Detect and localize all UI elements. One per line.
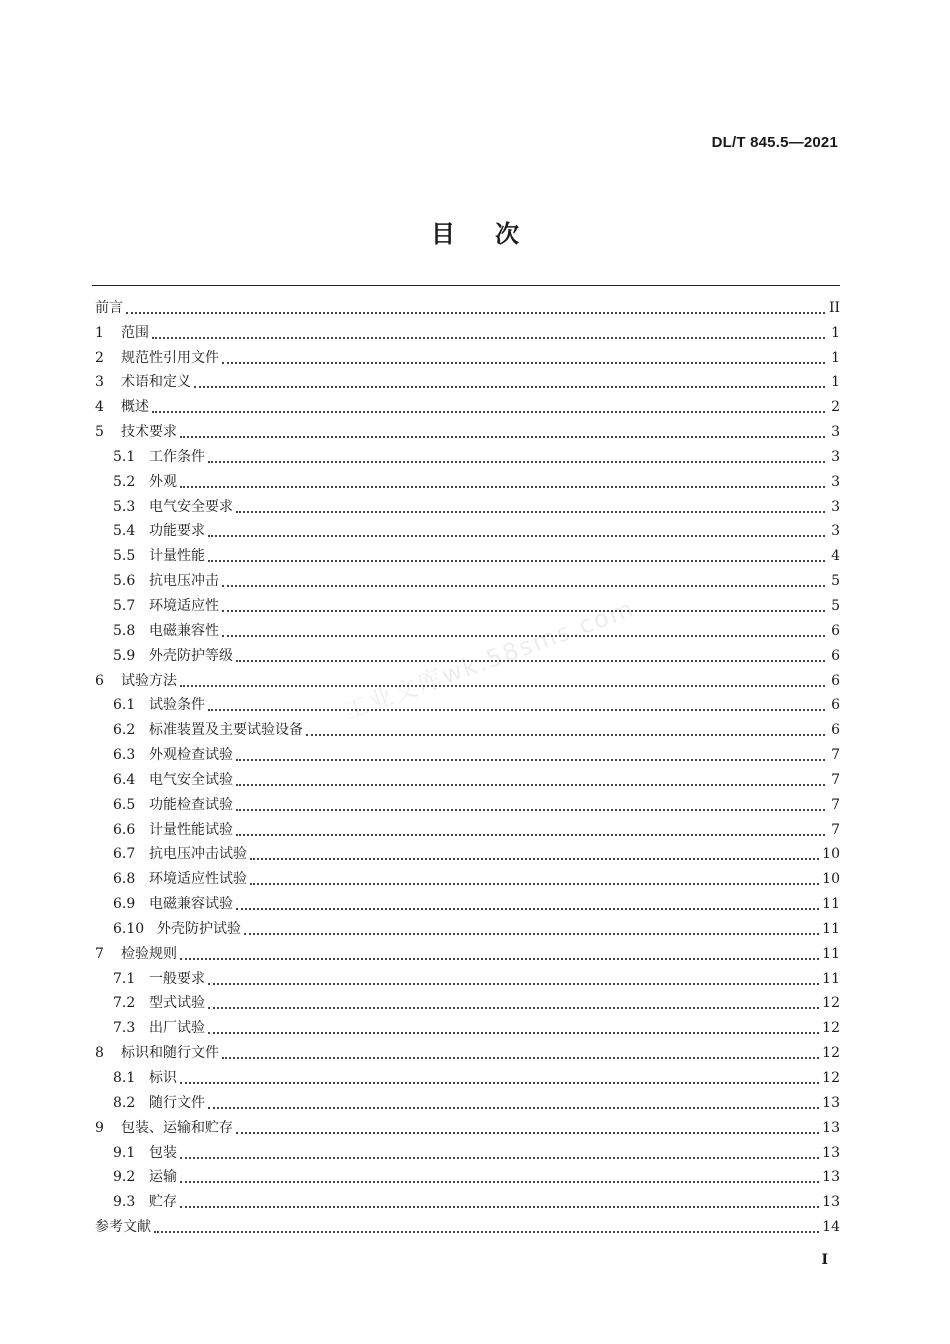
toc-entry-label: 包装 [149,1144,177,1161]
toc-entry-page: 13 [822,1119,840,1136]
toc-entry-label: 技术要求 [121,424,177,441]
toc-dot-leader [250,858,819,860]
toc-entry-number: 6.4 [113,771,136,788]
toc-entry[interactable] [95,1037,840,1062]
toc-entry-number: 6.3 [113,747,136,764]
toc-dot-leader [222,585,825,587]
toc-dot-leader [180,1082,819,1084]
toc-entry-label: 检验规则 [121,945,177,962]
toc-dot-leader [250,883,819,885]
toc-entry-label: 电磁兼容性 [149,622,219,639]
toc-entry-page: 7 [831,796,840,813]
toc-entry[interactable] [95,913,840,938]
toc-dot-leader [194,386,825,388]
toc-dot-leader [208,1107,819,1109]
toc-entry-page: 6 [831,647,840,664]
toc-entry[interactable] [95,1186,840,1211]
toc-entry-label: 工作条件 [149,448,205,465]
toc-dot-leader [236,784,825,786]
toc-entry-label: 电气安全要求 [149,498,233,515]
toc-entry-label: 标准装置及主要试验设备 [149,722,303,739]
toc-entry-number: 5.7 [113,597,136,614]
toc-entry[interactable] [95,367,840,392]
toc-entry-number: 6 [95,672,104,689]
toc-dot-leader [306,734,825,736]
watermark: 工业文库wk.58sms.com [340,594,639,726]
toc-entry[interactable] [95,342,840,367]
toc-entry-page: 12 [822,1070,840,1086]
toc-entry[interactable] [95,615,840,640]
toc-entry-label: 环境适应性 [149,597,219,614]
toc-entry[interactable] [95,764,840,789]
standard-code: DL/T 845.5—2021 [711,134,838,151]
toc-entry-page: 3 [831,448,840,465]
toc-entry[interactable] [95,1137,840,1162]
toc-dot-leader [236,908,819,910]
toc-entry-label: 抗电压冲击试验 [149,846,247,863]
toc-dot-leader [236,809,825,811]
toc-entry-number: 7.3 [113,1020,136,1037]
toc-entry[interactable] [95,1062,840,1087]
toc-entry[interactable] [95,988,840,1013]
toc-dot-leader [208,535,825,537]
page-title: 目次 [431,219,559,248]
toc-entry-label: 贮存 [149,1194,177,1211]
toc-entry-number: 5.6 [113,573,136,590]
toc-entry-number: 9.3 [113,1194,136,1211]
toc-entry-page: 13 [822,1169,840,1186]
toc-entry-label: 功能检查试验 [149,796,233,813]
toc-entry-label: 外壳防护等级 [149,647,233,664]
toc-entry[interactable] [95,1012,840,1037]
toc-entry[interactable] [95,516,840,541]
toc-entry-number: 5.8 [113,622,136,639]
toc-entry-number: 8.1 [113,1070,136,1086]
toc-entry[interactable] [95,416,840,441]
toc-entry-number: 5.4 [113,523,136,540]
toc-dot-leader [180,486,825,488]
toc-entry[interactable] [95,963,840,988]
toc-entry-label: 电气安全试验 [149,771,233,788]
toc-entry-page: 6 [831,622,840,639]
toc-dot-leader [236,511,825,513]
toc-entry-number: 5.2 [113,473,136,490]
toc-entry-label: 范围 [121,324,149,341]
toc-entry[interactable] [95,466,840,491]
toc-entry-page: 13 [822,1094,840,1111]
toc-entry-label: 规范性引用文件 [121,349,219,366]
toc-entry-page: 1 [831,349,840,366]
toc-entry[interactable] [95,888,840,913]
toc-entry-number: 5.5 [113,548,136,565]
toc-entry[interactable] [95,292,840,317]
toc-dot-leader [236,759,825,761]
toc-entry-number: 6.10 [113,920,145,937]
toc-entry-number: 8.2 [113,1094,136,1111]
toc-entry-number: 5.3 [113,498,136,515]
toc-entry-label: 一般要求 [149,970,205,987]
toc-dot-leader [180,1206,819,1208]
toc-entry[interactable] [95,814,840,839]
toc-dot-leader [208,983,819,985]
toc-entry[interactable] [95,391,840,416]
toc-entry-page: 12 [822,995,840,1012]
toc-entry-number: 8 [95,1045,104,1062]
toc-entry-page: 12 [822,1045,840,1062]
toc-entry-page: 3 [831,424,840,441]
toc-entry-number: 7.2 [113,995,136,1012]
page-number: I [821,1252,828,1268]
toc-entry[interactable] [95,839,840,864]
toc-entry-label: 标识 [149,1070,177,1086]
toc-entry[interactable] [95,317,840,342]
toc-entry-page: 1 [831,374,840,391]
toc-entry-page: 3 [831,498,840,515]
toc-entry-number: 1 [95,324,104,341]
toc-entry-label: 概述 [121,399,149,416]
toc-dot-leader [208,1032,819,1034]
toc-entry-page: 6 [831,672,840,689]
toc-entry-page: 10 [822,846,840,863]
toc-entry-page: 5 [831,597,840,614]
toc-dot-leader [244,933,819,935]
toc-entry-page: 3 [831,473,840,490]
toc-entry-page: 12 [822,1020,840,1037]
toc-entry-number: 5.9 [113,647,136,664]
title-divider [92,285,840,286]
toc-entry-label: 术语和定义 [121,374,191,391]
toc-entry-number: 2 [95,349,104,366]
toc-entry-number: 5 [95,424,104,441]
toc-entry-label: 包装、运输和贮存 [121,1119,233,1136]
toc-entry-page: 14 [822,1219,840,1236]
toc-entry-page: 6 [831,697,840,714]
toc-dot-leader [208,560,825,562]
toc-entry-page: 13 [822,1194,840,1211]
toc-entry-page: 5 [831,573,840,590]
toc-entry[interactable] [95,789,840,814]
toc-entry-page: 6 [831,722,840,739]
toc-entry-number: 6.8 [113,871,136,888]
toc-entry-label: 试验方法 [121,672,177,689]
toc-entry-label: 电磁兼容试验 [149,896,233,913]
toc-entry-page: 10 [822,871,840,888]
toc-entry-page: 7 [831,771,840,788]
toc-entry[interactable] [95,739,840,764]
toc-entry-label: 计量性能试验 [149,821,233,838]
toc-dot-leader [180,436,825,438]
toc-entry-label: 外观检查试验 [149,747,233,764]
toc-entry-label: 随行文件 [149,1094,205,1111]
toc-entry-label: 计量性能 [149,548,205,565]
toc-entry-number: 6.7 [113,846,136,863]
toc-dot-leader [222,362,825,364]
toc-dot-leader [180,1157,819,1159]
toc-entry-label: 抗电压冲击 [149,573,219,590]
toc-entry-page: 11 [822,896,840,913]
toc-entry-number: 6.1 [113,697,136,714]
toc-entry-label: 型式试验 [149,995,205,1012]
toc-entry-page: 4 [831,548,840,565]
toc-entry-number: 6.6 [113,821,136,838]
toc-dot-leader [180,958,819,960]
toc-entry-page: 13 [822,1144,840,1161]
toc-entry[interactable] [95,1087,840,1112]
toc-entry-page: 1 [831,324,840,341]
toc-dot-leader [222,610,825,612]
toc-entry-number: 9 [95,1119,104,1136]
toc-entry-page: 11 [822,920,840,937]
toc-entry[interactable] [95,714,840,739]
toc-entry-page: II [828,299,840,316]
toc-dot-leader [222,1057,819,1059]
toc-entry[interactable] [95,1112,840,1137]
toc-entry-number: 6.5 [113,796,136,813]
toc-entry-number: 7.1 [113,970,136,987]
toc-entry-number: 6.2 [113,722,136,739]
toc-entry-page: 11 [822,945,840,962]
toc-entry[interactable] [95,590,840,615]
toc-entry[interactable] [95,565,840,590]
toc-entry-label: 出厂试验 [149,1020,205,1037]
toc-entry-label: 环境适应性试验 [149,871,247,888]
toc-entry-number: 9.1 [113,1144,136,1161]
toc-entry-page: 2 [831,399,840,416]
toc-dot-leader [180,1181,819,1183]
toc-dot-leader [152,337,825,339]
toc-entry-page: 11 [822,970,840,987]
toc-entry[interactable] [95,1211,840,1236]
toc-entry-page: 7 [831,821,840,838]
toc-entry-page: 3 [831,523,840,540]
toc-dot-leader [208,461,825,463]
toc-entry-number: 4 [95,399,104,416]
toc-entry-label: 标识和随行文件 [121,1045,219,1062]
toc-entry-number: 3 [95,374,104,391]
toc-entry-number: 6.9 [113,896,136,913]
toc-entry-page: 7 [831,747,840,764]
toc-entry-label: 前言 [95,299,123,316]
toc-dot-leader [180,685,825,687]
toc-entry-number: 9.2 [113,1169,136,1186]
toc-entry-label: 运输 [149,1169,177,1186]
toc-dot-leader [126,312,825,314]
toc-entry[interactable] [95,491,840,516]
toc-entry[interactable] [95,863,840,888]
toc-entry[interactable] [95,540,840,565]
toc-entry[interactable] [95,690,840,715]
toc-entry-label: 功能要求 [149,523,205,540]
toc-entry-number: 5.1 [113,448,136,465]
table-of-contents [95,292,840,1236]
toc-entry-label: 试验条件 [149,697,205,714]
toc-dot-leader [154,1231,819,1233]
toc-dot-leader [208,1007,819,1009]
toc-dot-leader [236,834,825,836]
toc-dot-leader [152,411,825,413]
toc-entry-label: 外壳防护试验 [157,920,241,937]
toc-dot-leader [236,1132,819,1134]
toc-entry-label: 参考文献 [95,1219,151,1236]
toc-entry[interactable] [95,441,840,466]
toc-entry-label: 外观 [149,473,177,490]
toc-dot-leader [208,709,825,711]
toc-entry[interactable] [95,938,840,963]
toc-entry-number: 7 [95,945,104,962]
toc-entry[interactable] [95,1162,840,1187]
